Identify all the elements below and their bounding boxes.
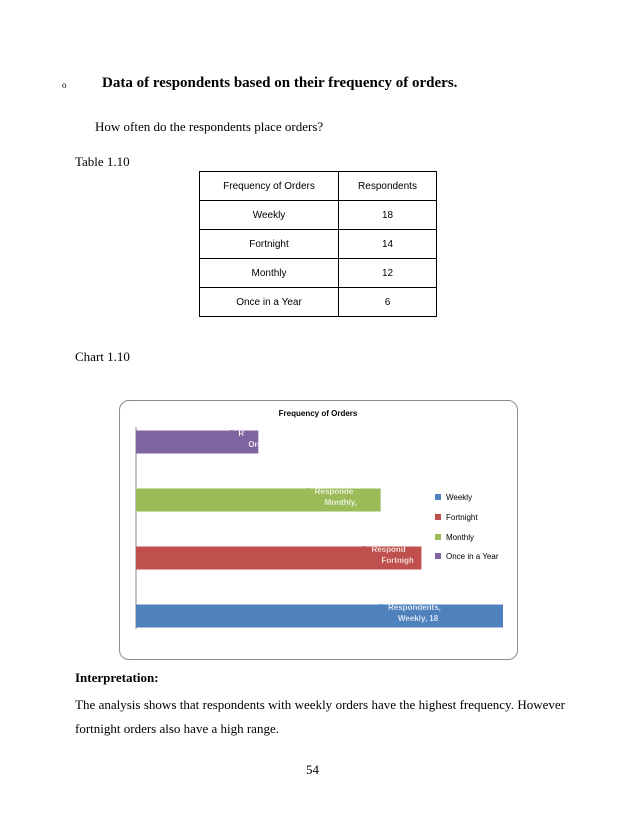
data-label-marker (362, 546, 366, 550)
data-label-text: Respond (371, 545, 406, 554)
table-row (200, 259, 437, 288)
cell-respondents: 6 (339, 288, 437, 317)
legend-swatch (435, 534, 441, 540)
cell-respondents: 12 (339, 259, 437, 288)
data-label-text: Weekly, 18 (398, 614, 439, 623)
data-label-text: Monthly, (324, 498, 357, 507)
bullet-marker: o (62, 80, 67, 90)
cell-frequency: Weekly (200, 201, 339, 230)
legend-swatch (435, 553, 441, 559)
header-respondents: Respondents (339, 172, 437, 201)
legend-swatch (435, 514, 441, 520)
data-label-marker (379, 604, 383, 608)
cell-frequency: Monthly (200, 259, 339, 288)
legend-label: Monthly (446, 533, 475, 542)
interpretation-title: Interpretation: (75, 670, 159, 685)
data-label-text: Fortnigh (381, 556, 414, 565)
table-header-row (200, 172, 437, 201)
heading-text: Data of respondents based on their frequency of orders. (102, 75, 458, 91)
table-row (200, 288, 437, 317)
legend-label: Fortnight (446, 513, 478, 522)
survey-question: How often do the respondents place orders? (95, 119, 324, 134)
data-label-text: R (238, 429, 245, 438)
data-label-text: On (248, 440, 260, 449)
data-label-text: Responde (314, 487, 354, 496)
frequency-table (199, 171, 437, 317)
data-label-marker (229, 430, 233, 434)
header-frequency: Frequency of Orders (200, 172, 339, 201)
data-label-marker (306, 488, 310, 492)
data-label-text: Respondents, (388, 603, 441, 612)
bar-weekly (136, 605, 503, 628)
legend-label: Once in a Year (446, 552, 499, 561)
cell-respondents: 14 (339, 230, 437, 259)
page-number: 54 (306, 762, 319, 777)
interpretation-body: The analysis shows that respondents with weekly orders have the highest frequency. However fortnight orders also have a high range. (75, 697, 565, 736)
chart-title: Frequency of Orders (278, 409, 358, 418)
legend-swatch (435, 494, 441, 500)
legend-label: Weekly (446, 493, 473, 502)
cell-frequency: Fortnight (200, 230, 339, 259)
bar-chart (120, 401, 517, 659)
cell-frequency: Once in a Year (200, 288, 339, 317)
chart-label: Chart 1.10 (75, 349, 130, 364)
table-row (200, 230, 437, 259)
table-label: Table 1.10 (75, 154, 130, 169)
cell-respondents: 18 (339, 201, 437, 230)
chart-container (119, 400, 518, 660)
table-row (200, 201, 437, 230)
